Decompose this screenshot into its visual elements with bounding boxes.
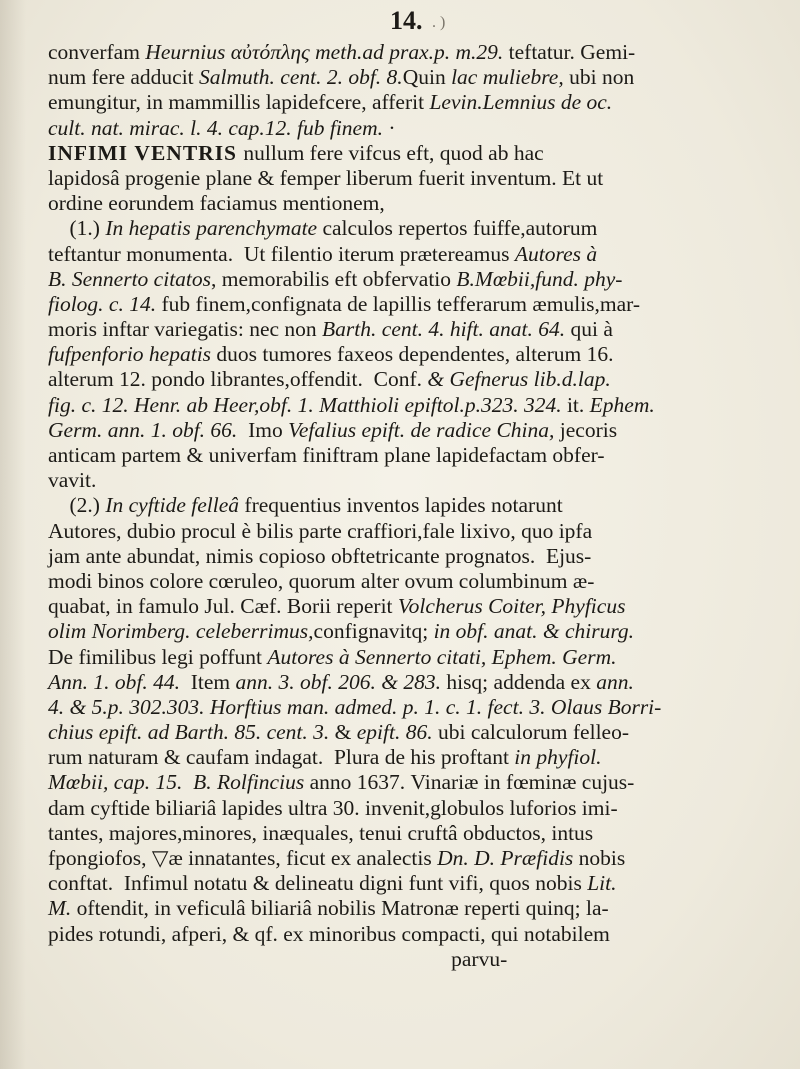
- text-segment: hisq; addenda ex: [440, 669, 597, 694]
- text-segment: Lit.: [587, 871, 617, 896]
- text-line: [48, 544, 778, 569]
- text-segment: parvu-: [48, 946, 508, 971]
- text-segment: B. Rolfincius: [193, 770, 310, 795]
- text-segment: modi binos colore cœruleo, quorum alter ovum columbinum æ-: [48, 568, 595, 593]
- text-segment: ·: [383, 115, 396, 140]
- text-segment: Ephem.: [589, 392, 655, 417]
- text-segment: oftendit, in veficulâ biliariâ nobilis Matronæ reperti quinq; la-: [71, 896, 609, 921]
- text-line: [48, 317, 778, 342]
- text-line: [48, 242, 778, 267]
- text-line: [48, 65, 778, 90]
- text-segment: ordine eorundem faciamus mentionem,: [48, 191, 385, 216]
- text-line: [48, 493, 778, 518]
- text-segment: & Gefnerus lib.d.lap.: [427, 367, 611, 392]
- text-segment: ann.: [596, 669, 634, 694]
- text-segment: M.: [48, 896, 72, 921]
- text-segment: Heurnius: [145, 40, 231, 64]
- text-line: [48, 720, 778, 745]
- text-segment: , memorabilis eft obfervatio: [211, 266, 457, 291]
- text-line: [48, 342, 778, 367]
- text-segment: Vefalius epift. de radice China,: [288, 417, 555, 442]
- text-segment: B.Mœbii,fund. phy-: [456, 266, 623, 291]
- text-segment: lapidosâ progenie plane & femper liberum fuerit inventum. Et ut: [48, 165, 604, 190]
- page-header: [0, 6, 800, 36]
- text-line: [48, 846, 778, 871]
- text-segment: moris inftar variegatis: nec non: [48, 317, 323, 342]
- text-segment: conftat. Infimul notatu & delineatu digni funt vifi, quos nobis: [48, 871, 588, 896]
- text-segment: vavit.: [48, 468, 97, 493]
- text-segment: fufpenforio hepatis: [48, 342, 217, 367]
- text-segment: tantes, majores,minores, inæquales, tenui cruftâ obductos, intus: [48, 820, 594, 845]
- text-segment: nullum fere vifcus eft, quod ab hac: [243, 140, 544, 165]
- text-line: [48, 645, 778, 670]
- text-segment: alterum 12. pondo librantes,offendit. Conf.: [48, 367, 428, 392]
- text-segment: INFIMI VENTRIS: [48, 140, 244, 165]
- text-line: [48, 796, 778, 821]
- text-segment: Autores à: [514, 241, 598, 266]
- text-segment: rum naturam & caufam indagat. Plura de his proftant: [48, 745, 515, 770]
- text-line: [48, 116, 778, 141]
- text-line: [48, 745, 778, 770]
- text-segment: αὐτόπλης: [230, 40, 316, 64]
- text-line: [48, 40, 778, 65]
- text-segment: Salmuth. cent. 2. obf. 8.: [199, 65, 403, 90]
- text-segment: (1.): [48, 216, 106, 241]
- text-segment: [182, 770, 193, 794]
- text-segment: Autores, dubio procul è bilis parte craffiori,fale lixivo, quo ipfa: [48, 518, 593, 543]
- text-segment: Dn. D. Præfidis: [437, 846, 579, 870]
- text-segment: frequentius inventos lapides notarunt: [244, 493, 563, 518]
- page-text: [48, 40, 778, 972]
- text-segment: In hepatis parenchymate: [105, 216, 323, 241]
- text-segment: 4. & 5.p. 302.303. Horftius man. admed. p. 1. c. 1. fect. 3. Olaus Borri-: [48, 694, 662, 719]
- text-line: [48, 267, 778, 292]
- text-segment: B. Sennerto citatos: [48, 266, 212, 291]
- text-segment: quabat, in famulo Jul. Cæf. Borii reperit: [48, 594, 398, 619]
- text-segment: De fimilibus legi poffunt: [48, 644, 268, 669]
- text-line: [48, 770, 778, 795]
- text-segment: Levin.Lemnius de oc.: [429, 90, 613, 115]
- text-segment: jam ante abundat, nimis copioso obftetricante prognatos. Ejus-: [48, 543, 592, 568]
- text-line: [48, 443, 778, 468]
- text-line: [48, 871, 778, 896]
- text-segment: &: [329, 720, 357, 745]
- text-line: [48, 947, 778, 972]
- text-segment: ubi non: [569, 65, 635, 90]
- text-segment: ubi calculorum felleo-: [432, 720, 630, 745]
- text-line: [48, 166, 778, 191]
- text-segment: fiolog. c. 14.: [48, 291, 162, 316]
- text-line: [48, 418, 778, 443]
- text-line: [48, 619, 778, 644]
- text-segment: Volcherus Coiter, Phyficus: [397, 594, 626, 619]
- text-segment: emungitur, in mammillis lapidefcere, afferit: [48, 90, 430, 115]
- text-segment: fpongiofos, ▽æ innatantes, ficut ex analectis: [48, 846, 438, 870]
- text-segment: in obf. anat. & chirurg.: [433, 619, 635, 644]
- text-line: [48, 292, 778, 317]
- text-line: [48, 569, 778, 594]
- text-line: [48, 594, 778, 619]
- text-segment: Autores à Sennerto citati, Ephem. Germ.: [267, 644, 617, 669]
- text-line: [48, 141, 778, 166]
- text-segment: (2.): [48, 493, 106, 518]
- text-segment: confignavitq;: [313, 619, 434, 644]
- page-number: 14.: [390, 6, 423, 35]
- header-mark: . ): [432, 14, 446, 31]
- text-line: [48, 216, 778, 241]
- text-segment: ann. 3. obf. 206. & 283.: [235, 669, 441, 694]
- text-segment: qui à: [565, 317, 613, 342]
- text-line: [48, 821, 778, 846]
- text-segment: Item: [179, 669, 236, 694]
- text-segment: chius epift. ad Barth. 85. cent. 3.: [48, 720, 330, 745]
- text-segment: Imo: [237, 417, 289, 442]
- text-segment: Barth. cent. 4. hift. anat. 64.: [322, 317, 566, 342]
- text-segment: calculos repertos fuiffe,autorum: [322, 216, 598, 241]
- text-segment: epift. 86.: [356, 720, 433, 745]
- text-segment: Quin: [402, 65, 452, 90]
- text-segment: anticam partem & univerfam finiftram plane lapidefactam obfer-: [48, 443, 605, 467]
- text-segment: Ann. 1. obf. 44.: [48, 669, 180, 694]
- text-segment: duos tumores faxeos dependentes, alterum 16.: [216, 342, 614, 367]
- binding-shadow: [0, 0, 26, 1069]
- text-segment: meth.ad prax.p. m.29.: [315, 40, 509, 64]
- text-segment: fub finem,confignata de lapillis tefferarum æmulis,mar-: [161, 291, 641, 316]
- text-line: [48, 90, 778, 115]
- text-segment: nobis: [578, 846, 626, 870]
- text-line: [48, 393, 778, 418]
- text-segment: olim Norimberg. celeberrimus,: [48, 619, 314, 644]
- text-segment: converfam: [48, 40, 146, 64]
- text-segment: teftantur monumenta. Ut filentio iterum prætereamus: [48, 241, 515, 266]
- text-segment: it.: [561, 392, 590, 417]
- text-line: [48, 896, 778, 921]
- text-line: [48, 922, 778, 947]
- text-line: [48, 519, 778, 544]
- text-segment: teftatur. Gemi-: [508, 40, 636, 64]
- text-line: [48, 695, 778, 720]
- text-segment: pides rotundi, afperi, & qf. ex minoribus compacti, qui notabilem: [48, 921, 610, 946]
- text-segment: dam cyftide biliariâ lapides ultra 30. invenit,globulos luforios imi-: [48, 795, 618, 820]
- text-segment: Germ. ann. 1. obf. 66.: [48, 417, 238, 442]
- text-segment: in phyfiol.: [514, 745, 602, 770]
- text-segment: anno 1637. Vinariæ in fœminæ cujus-: [309, 770, 635, 795]
- text-segment: jecoris: [554, 417, 618, 442]
- text-segment: cult. nat. mirac. l. 4. cap.12. fub finem.: [48, 115, 384, 140]
- text-segment: lac muliebre,: [451, 65, 570, 90]
- text-segment: num fere adducit: [48, 65, 200, 90]
- text-line: [48, 670, 778, 695]
- text-segment: fig. c. 12. Henr. ab Heer,obf. 1. Matthioli epiftol.p.323. 324.: [48, 392, 562, 417]
- text-segment: In cyftide felleâ: [105, 493, 245, 518]
- text-segment: Mœbii, cap. 15.: [48, 770, 183, 795]
- text-line: [48, 367, 778, 392]
- text-line: [48, 191, 778, 216]
- text-line: [48, 468, 778, 493]
